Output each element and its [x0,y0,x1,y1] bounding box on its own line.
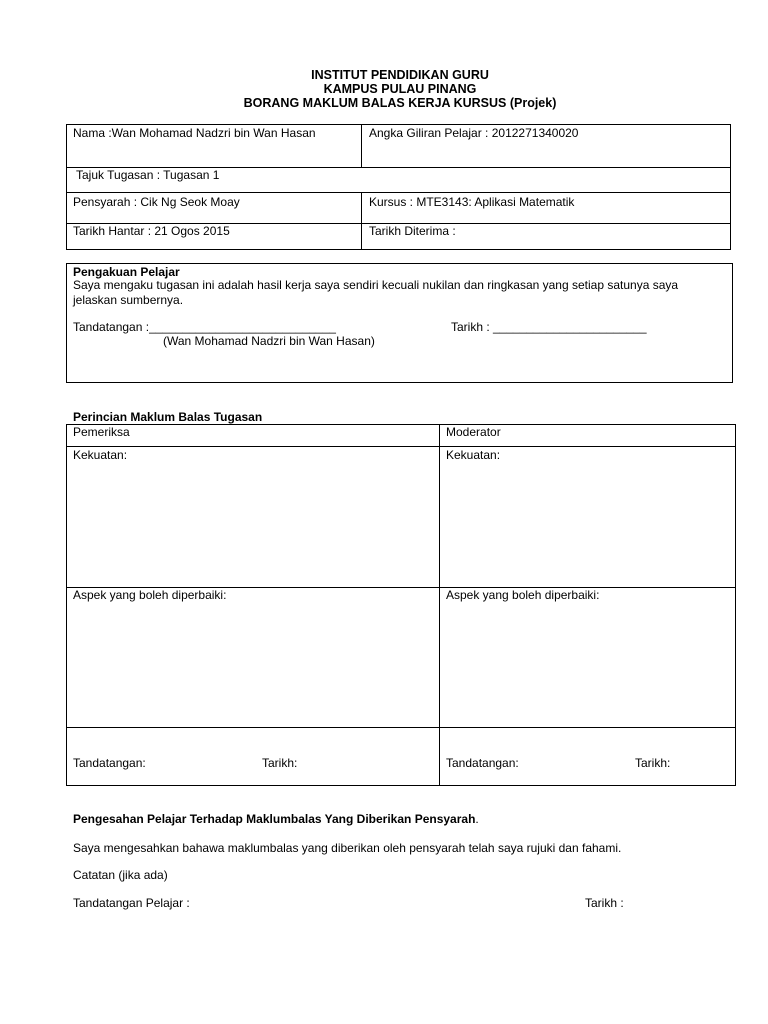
submission-date: Tarikh Hantar : 21 Ogos 2015 [73,224,230,238]
divider [66,727,736,728]
student-signature-label: Tandatangan Pelajar : [73,896,190,910]
moderator-strengths-label: Kekuatan: [446,448,501,462]
confirmation-title [73,812,479,826]
notes-label: Catatan (jika ada) [73,868,168,882]
declaration-signature-line: Tandatangan :____________________________ [73,320,336,334]
moderator-header: Moderator [446,425,501,439]
received-date: Tarikh Diterima : [369,224,456,238]
feedback-section-title: Perincian Maklum Balas Tugasan [73,410,263,424]
divider [361,192,362,250]
moderator-improvements-label: Aspek yang boleh diperbaiki: [446,588,600,602]
divider [66,446,736,447]
divider [361,124,362,167]
examiner-improvements-label: Aspek yang boleh diperbaiki: [73,588,227,602]
declaration-student-name: (Wan Mohamad Nadzri bin Wan Hasan) [163,334,375,348]
divider [439,424,440,786]
student-date-label: Tarikh : [585,896,624,910]
declaration-date-line: Tarikh : _______________________ [451,320,647,334]
campus-title: KAMPUS PULAU PINANG [323,82,477,96]
form-title: BORANG MAKLUM BALAS KERJA KURSUS (Projek) [243,96,557,110]
student-name: Nama :Wan Mohamad Nadzri bin Wan Hasan [73,126,316,140]
confirmation-statement: Saya mengesahkan bahawa maklumbalas yang diberikan oleh pensyarah telah saya rujuki dan fahami. [73,841,622,855]
moderator-signature-label: Tandatangan: [446,756,519,770]
institute-title: INSTITUT PENDIDIKAN GURU [311,68,489,82]
examiner-date-label: Tarikh: [262,756,298,770]
declaration-title: Pengakuan Pelajar [73,265,180,279]
course-name: Kursus : MTE3143: Aplikasi Matematik [369,195,575,209]
declaration-text-line2: jelaskan sumbernya. [73,293,184,307]
lecturer-name: Pensyarah : Cik Ng Seok Moay [73,195,240,209]
feedback-table [66,424,736,786]
confirmation-title-text: Pengesahan Pelajar Terhadap Maklumbalas Yang Diberikan Pensyarah [73,812,476,826]
student-index-number: Angka Giliran Pelajar : 2012271340020 [369,126,579,140]
assignment-title: Tajuk Tugasan : Tugasan 1 [76,168,220,182]
examiner-strengths-label: Kekuatan: [73,448,128,462]
examiner-signature-label: Tandatangan: [73,756,146,770]
moderator-date-label: Tarikh: [635,756,671,770]
confirmation-title-period: . [475,812,479,826]
examiner-header: Pemeriksa [73,425,130,439]
divider [66,192,731,193]
declaration-text-line1: Saya mengaku tugasan ini adalah hasil kerja saya sendiri kecuali nukilan dan ringkasan yang setiap satunya saya [73,278,679,292]
